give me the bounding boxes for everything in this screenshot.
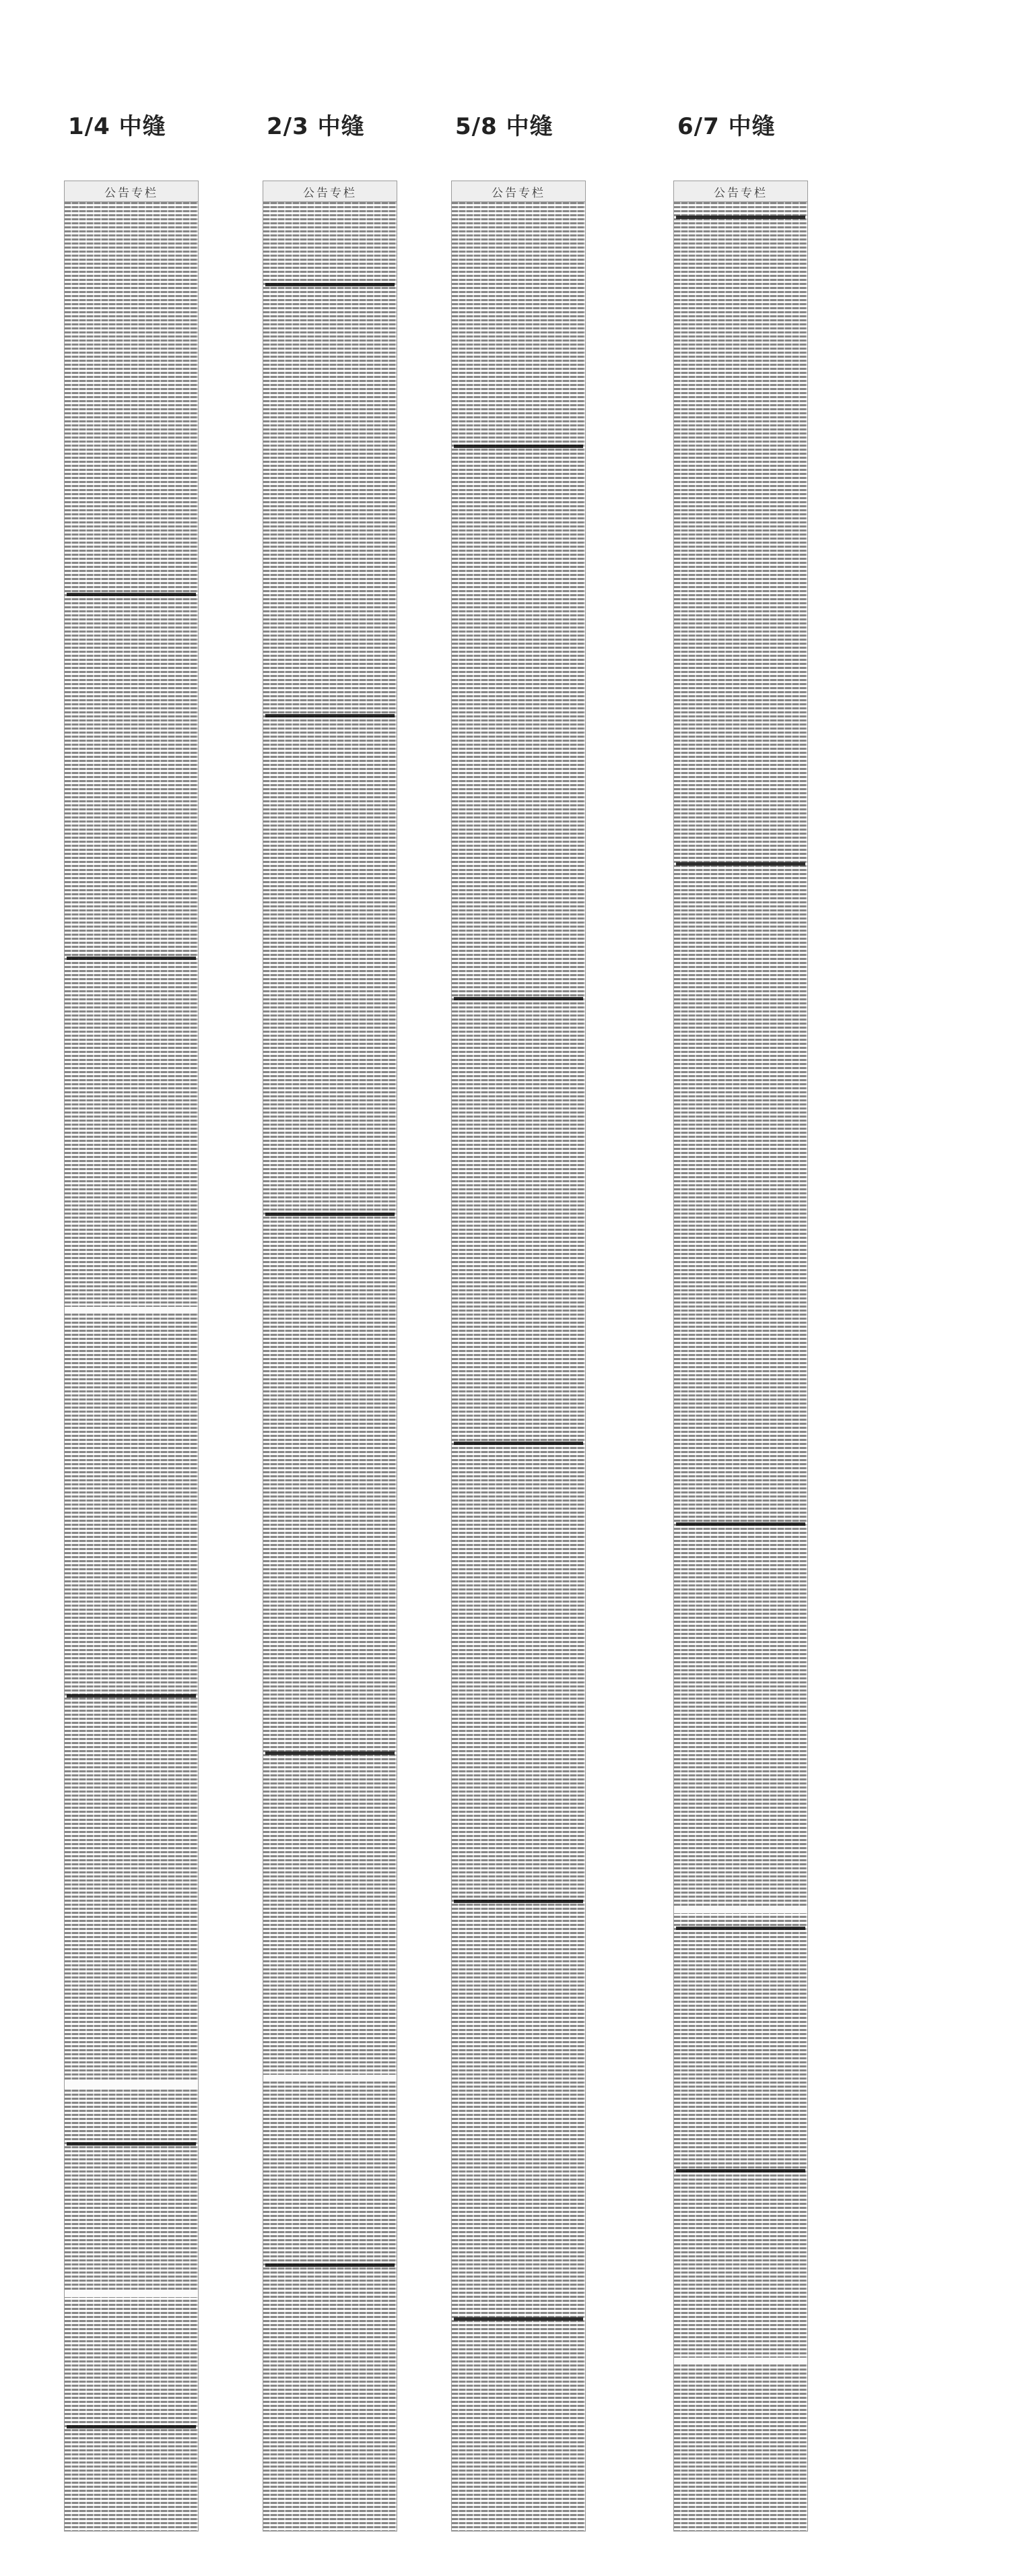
- strip-header: [674, 181, 807, 202]
- strip-header: [263, 181, 397, 202]
- strip-header: [65, 181, 198, 202]
- column-label: 6/7 中缝: [677, 113, 776, 140]
- section-heading-mark: [67, 593, 196, 596]
- section-heading-mark: [454, 997, 583, 1000]
- paragraph-gap: [65, 1307, 198, 1314]
- paragraph-gap: [65, 2082, 198, 2088]
- notice-text-block: [263, 202, 397, 2531]
- paragraph-gap: [263, 2075, 397, 2082]
- notice-strip: [64, 181, 199, 2532]
- section-heading-mark: [265, 2263, 395, 2267]
- strip-title: 公告专栏: [492, 186, 545, 200]
- section-heading-mark: [454, 2317, 583, 2321]
- notice-strip: [673, 181, 808, 2532]
- section-heading-mark: [67, 2425, 196, 2428]
- section-heading-mark: [67, 957, 196, 960]
- notice-strip: [263, 181, 397, 2532]
- section-heading-mark: [454, 1442, 583, 1445]
- section-heading-mark: [454, 445, 583, 448]
- section-heading-mark: [676, 862, 805, 866]
- section-heading-mark: [265, 1213, 395, 1216]
- notice-text-block: [65, 202, 198, 2531]
- column-label: 2/3 中缝: [267, 113, 365, 140]
- strip-title: 公告专栏: [104, 186, 158, 200]
- section-heading-mark: [265, 1751, 395, 1755]
- strip-title: 公告专栏: [714, 186, 768, 200]
- section-heading-mark: [676, 1522, 805, 1526]
- notice-strip: [451, 181, 586, 2532]
- paragraph-gap: [65, 2290, 198, 2297]
- strip-title: 公告专栏: [303, 186, 357, 200]
- section-heading-mark: [67, 1694, 196, 1698]
- section-heading-mark: [454, 1900, 583, 1903]
- strip-header: [452, 181, 585, 202]
- section-heading-mark: [265, 714, 395, 717]
- column-label: 1/4 中缝: [68, 113, 166, 140]
- notice-text-block: [674, 202, 807, 2531]
- section-heading-mark: [676, 1927, 805, 1930]
- section-heading-mark: [67, 2142, 196, 2146]
- notice-text-block: [452, 202, 585, 2531]
- column-label: 5/8 中缝: [455, 113, 553, 140]
- paragraph-gap: [674, 2358, 807, 2364]
- section-heading-mark: [265, 283, 395, 286]
- section-heading-mark: [676, 2169, 805, 2172]
- paragraph-gap: [674, 1906, 807, 1913]
- section-heading-mark: [676, 216, 805, 219]
